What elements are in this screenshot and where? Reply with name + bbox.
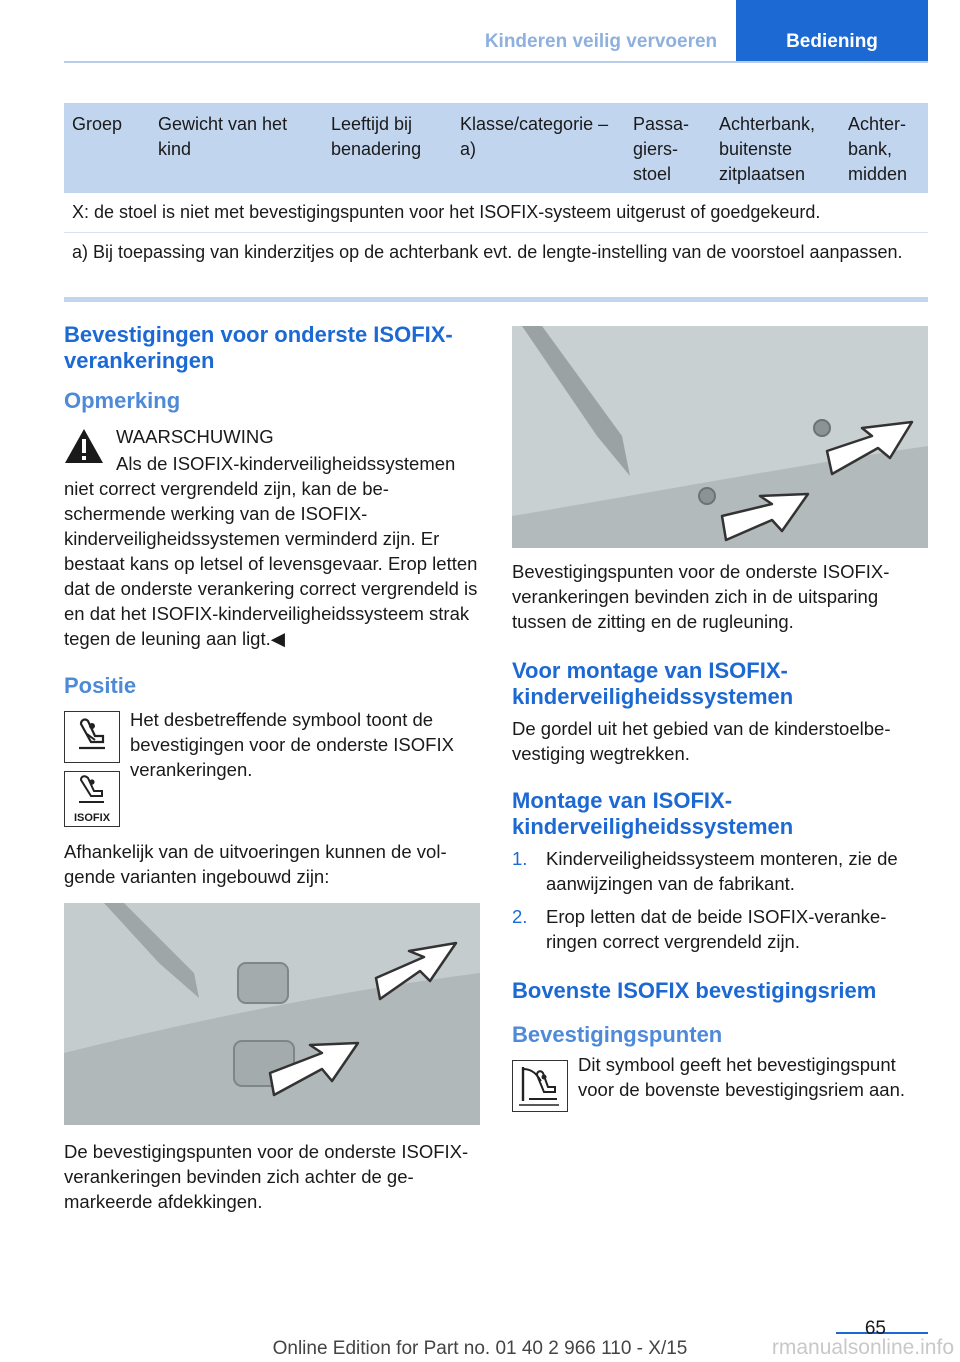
table-header-cell: Achterbank, buitenste zitplaatsen [719,114,816,184]
header-rule [64,61,928,63]
page-number: 65 [864,1318,886,1339]
isofix-seat-icon [64,711,120,763]
subheading-anchor-points: Bevestigingspunten [512,1022,723,1047]
warning-title: WAARSCHUWING [116,426,274,447]
isofix-labeled-icon [64,771,120,827]
table-header-cell: Passa-giers-stoel [633,114,690,184]
photo-caption-left: De bevestigingspunten voor de onderste ISOFIX-verankeringen bevinden zich achter de gemarkeerde afdekkingen. [64,1141,469,1212]
symbol-description: Het desbetreffende symbool toont de bevestigingen voor de onderste ISOFIX verankeringen. [130,709,454,780]
mounting-steps [512,846,928,954]
table-header-cell: Leeftijd bij benadering [331,114,422,159]
table-note-row: a) Bij toepassing van kinderzitjes op de achterbank evt. de lengte-instelling van de voorstoel aanpassen. [72,242,903,262]
photo-caption-right: Bevestigingspunten voor de onderste ISOFIX-verankeringen bevinden zich in de uitsparing tussen de zitting en de rugleuning. [512,561,890,632]
running-header-chapter: Bediening [736,0,928,63]
watermark: rmanualsonline.info [771,1336,954,1359]
symbol-row [64,707,480,825]
table-header-cell: Klasse/categorie – a) [460,114,609,159]
step-number: 1. [512,848,528,869]
seat-anchor-photo-gap [512,326,928,548]
isofix-table [64,103,928,272]
right-column [512,326,928,1132]
step-text: Kinderveiligheidssysteem monteren, zie de aanwijzingen van de fabrikant. [546,848,898,894]
preparation-text: De gordel uit het gebied van de kinderstoelbevestiging wegtrekken. [512,718,891,764]
section-heading: Bevestigingen voor onderste ISOFIX-verankeringen [64,322,453,373]
table-header-row [64,103,928,193]
top-tether-symbol-text: Dit symbool geeft het bevestigingspunt voor de bovenste bevestigingsriem aan. [578,1054,906,1100]
table-header-cell: Groep [72,114,123,134]
list-item [512,846,928,896]
top-tether-symbol-row [512,1052,928,1132]
step-text: Erop letten dat de beide ISOFIX-verankeringen correct vergrendeld zijn. [546,906,887,952]
top-tether-icon [512,1060,568,1112]
table-header-cell: Gewicht van het kind [158,114,288,159]
isofix-icon-label: ISOFIX [73,812,111,824]
table-note-row: X: de stoel is niet met bevestigingspunten voor het ISOFIX-systeem uitgerust of goedgekeurd. [64,193,928,233]
heading-mounting: Montage van ISOFIX-kinderveiligheidssystemen [512,788,794,839]
subheading-note: Opmerking [64,388,181,413]
seat-anchor-photo-covers [64,903,480,1125]
list-item [512,904,928,954]
left-column [64,322,480,1214]
heading-top-tether: Bovenste ISOFIX bevestigingsriem [512,978,877,1003]
table-end-rule [64,297,928,302]
heading-preparation: Voor montage van ISOFIX-kinderveiligheidssystemen [512,658,794,709]
warning-triangle-icon [64,428,104,464]
variants-text: Afhankelijk van de uitvoeringen kunnen de volgende varianten ingebouwd zijn: [64,841,447,887]
running-header-section: Kinderen veilig vervoeren [484,31,718,52]
edition-footer: Online Edition for Part no. 01 40 2 966 110 - X/15 [272,1338,688,1359]
table-header-cell: Achter-bank, midden [848,114,908,184]
step-number: 2. [512,906,528,927]
subheading-position: Positie [64,673,137,698]
warning-block [64,424,480,449]
warning-text: Als de ISOFIX-kinderveiligheidssystemen niet correct vergrendeld zijn, kan de beschermende werking van de ISOFIX-kinderveiligheidssystemen verminderd zijn. Er bestaat kans op letsel of levensgevaar. Erop letten dat de onderste verankering correct vergrendeld is en dat het ISOFIX-kinderveiligheidssysteem strak tegen de leuning aan ligt.◀ [64,453,478,649]
